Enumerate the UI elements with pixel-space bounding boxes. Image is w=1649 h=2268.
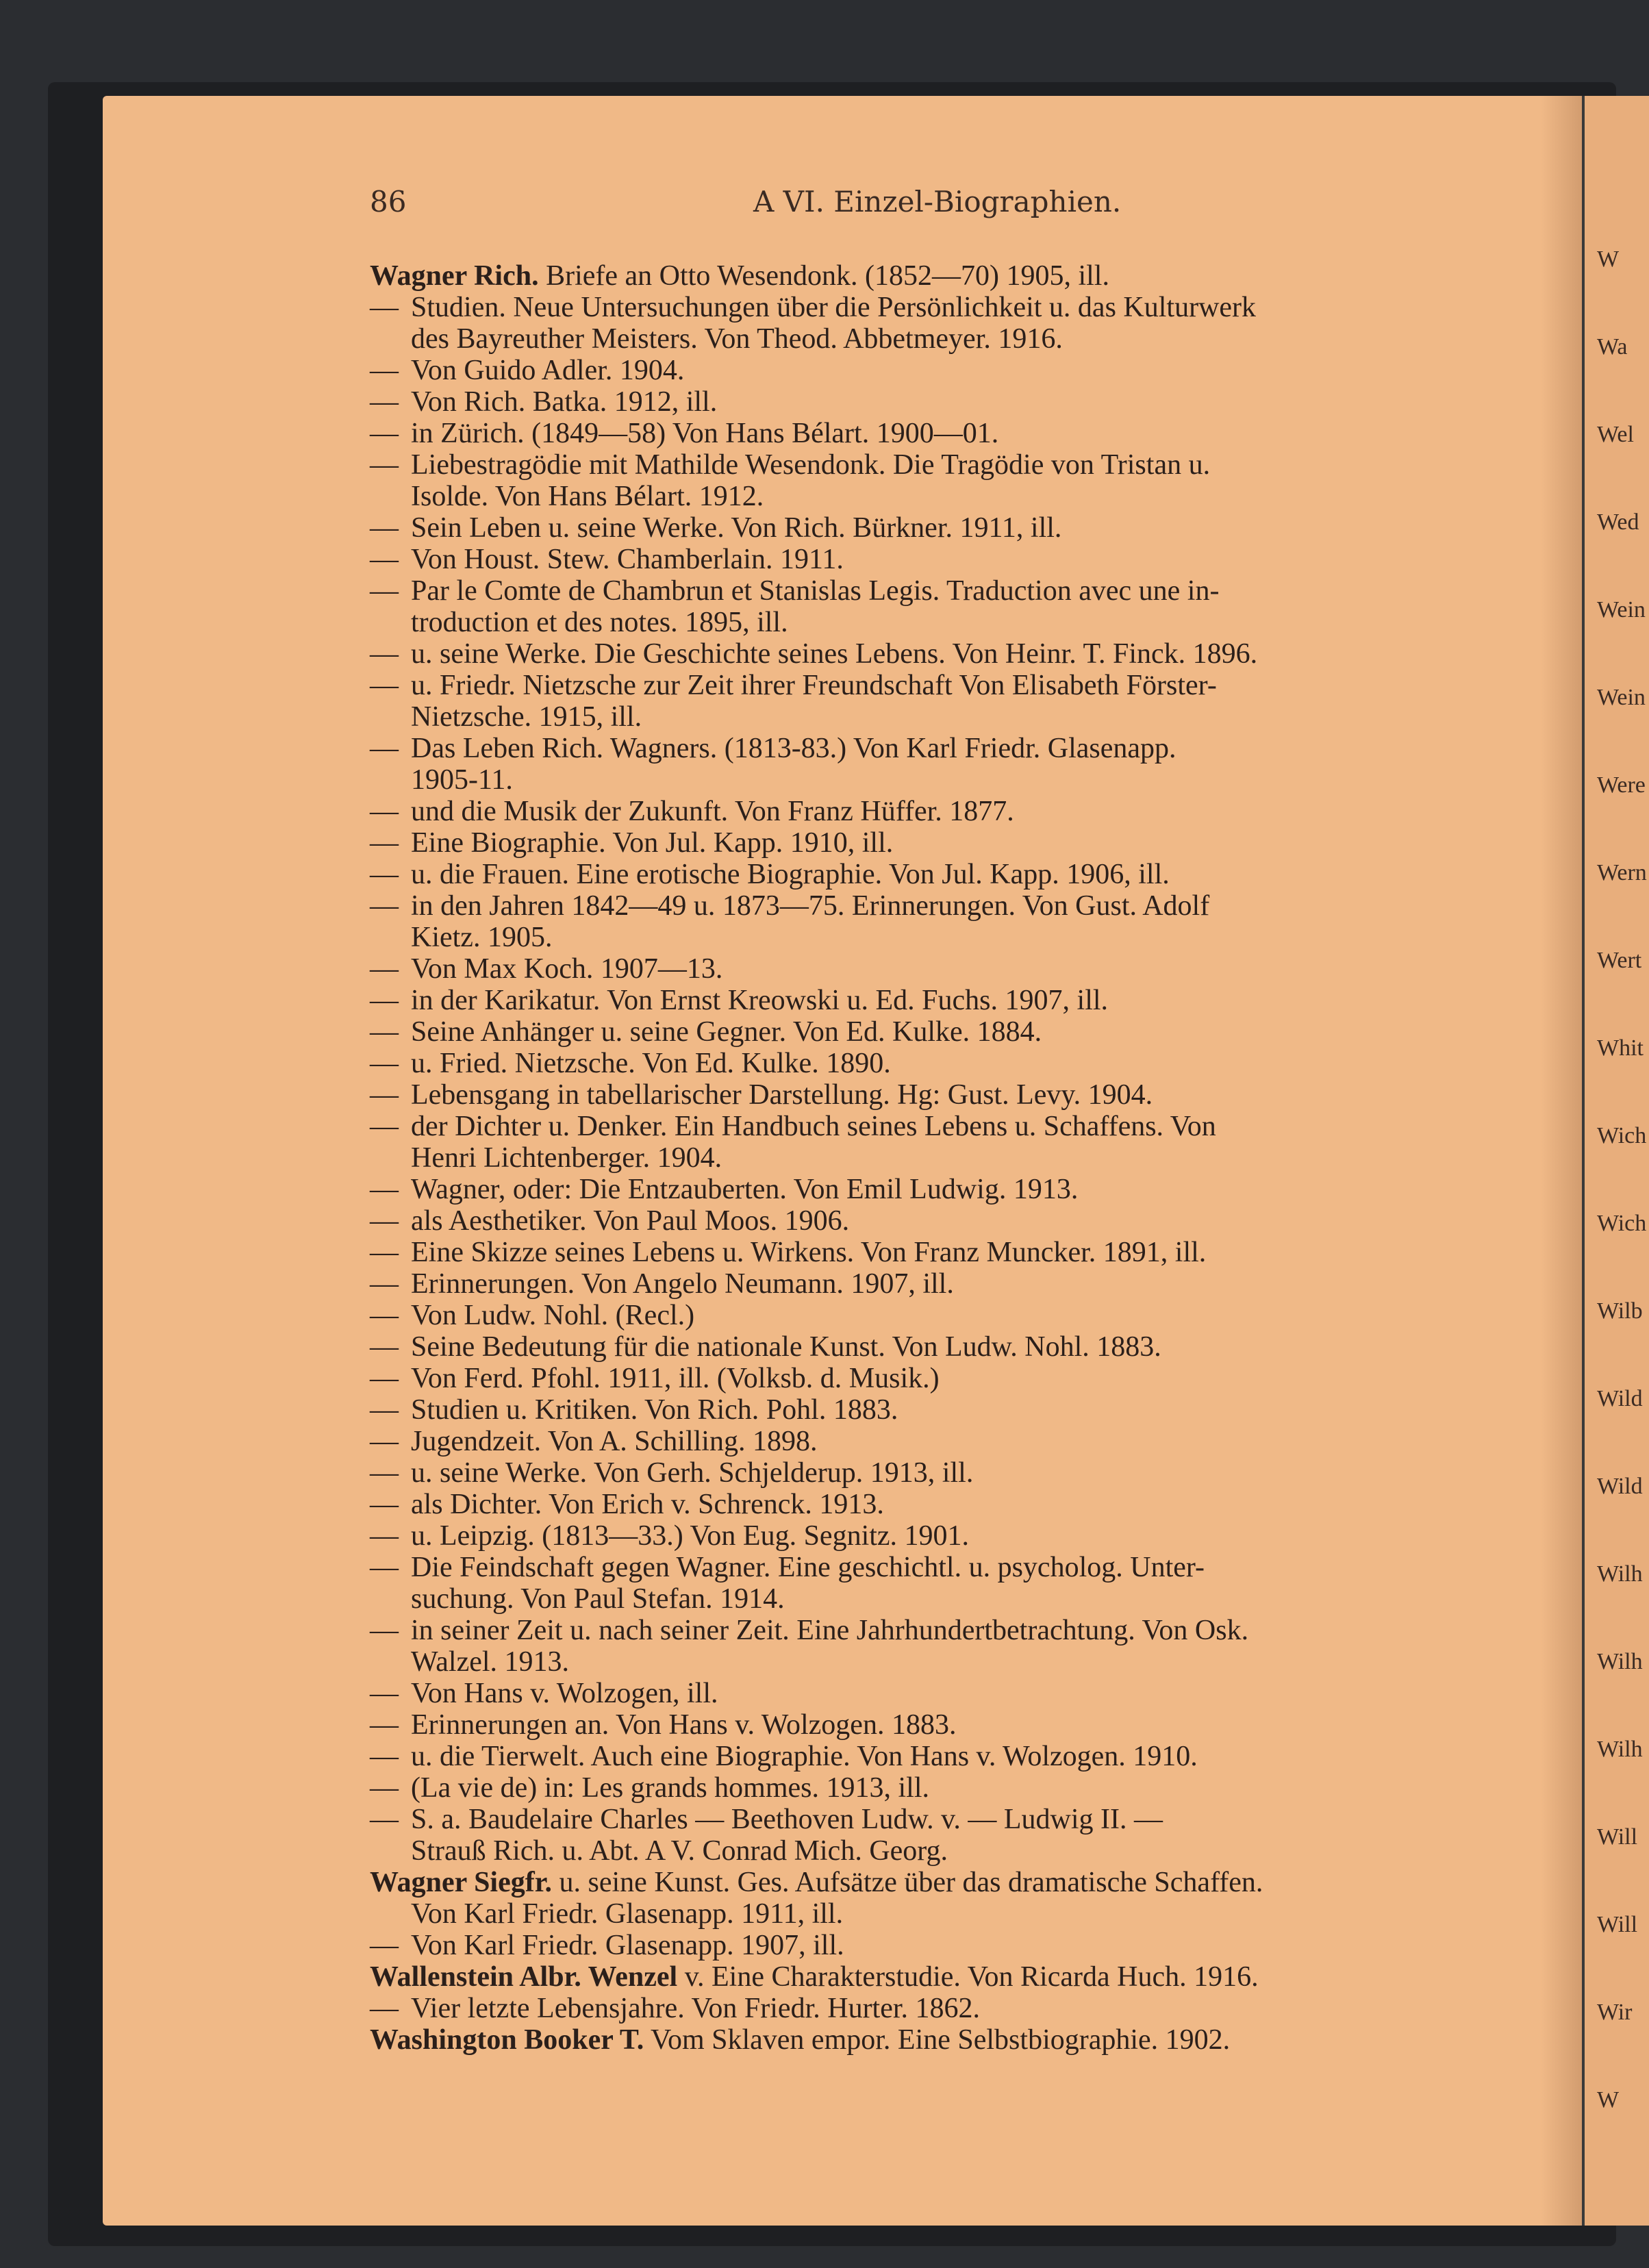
bibliography-list [370, 260, 1589, 2056]
entry-item [370, 1741, 1589, 1772]
entry-text: in Zürich. (1849—58) Von Hans Bélart. 1900—01. [411, 418, 999, 449]
entry-text: u. Friedr. Nietzsche zur Zeit ihrer Freundschaft Von Elisabeth Förster- [411, 670, 1217, 701]
facing-page-fragment: Wed [1597, 509, 1639, 535]
entry-dash: — [370, 1930, 399, 1961]
entry-item [370, 1237, 1589, 1268]
entry-text: u. seine Werke. Die Geschichte seines Lebens. Von Heinr. T. Finck. 1896. [411, 638, 1258, 670]
entry-item [370, 1268, 1589, 1300]
entry-dash: — [370, 1363, 399, 1394]
entry-dash: — [370, 418, 399, 449]
facing-page-fragment: Were [1597, 772, 1646, 798]
entry-text: Seine Bedeutung für die nationale Kunst. Von Ludw. Nohl. 1883. [411, 1331, 1161, 1363]
facing-page-fragment: Wilh [1597, 1561, 1643, 1587]
entry-text: als Dichter. Von Erich v. Schrenck. 1913. [411, 1489, 884, 1520]
facing-page-fragment: Wild [1597, 1386, 1643, 1411]
entry-dash: — [370, 1772, 399, 1804]
entry-text: als Aesthetiker. Von Paul Moos. 1906. [411, 1205, 850, 1237]
entry-text: Von Guido Adler. 1904. [411, 355, 685, 386]
entry-dash: — [370, 670, 399, 701]
entry-dash: — [370, 1268, 399, 1300]
entry-text: in der Karikatur. Von Ernst Kreowski u. Ed. Fuchs. 1907, ill. [411, 985, 1109, 1016]
entry-item [370, 953, 1589, 985]
entry-item [370, 1426, 1589, 1457]
entry-item [370, 670, 1589, 701]
entry-item [370, 1111, 1589, 1142]
running-title: A VI. Einzel-Biographien. [753, 185, 1122, 218]
entry-dash: — [370, 1709, 399, 1741]
entry-item [370, 292, 1589, 323]
entry-continuation: suchung. Von Paul Stefan. 1914. [411, 1583, 785, 1615]
entry-continuation: Henri Lichtenberger. 1904. [411, 1142, 722, 1174]
entry-text: Von Max Koch. 1907—13. [411, 953, 723, 985]
facing-page-fragment: Wein [1597, 685, 1646, 710]
entry-item [370, 796, 1589, 827]
entry-dash: — [370, 1111, 399, 1142]
entry-item [370, 890, 1589, 922]
entry-item [370, 1520, 1589, 1552]
entry-text: Seine Anhänger u. seine Gegner. Von Ed. Kulke. 1884. [411, 1016, 1042, 1048]
entry-text: Par le Comte de Chambrun et Stanislas Legis. Traduction avec une in- [411, 575, 1220, 607]
entry-text: u. Leipzig. (1813—33.) Von Eug. Segnitz. 1901. [411, 1520, 970, 1552]
entry-dash: — [370, 1205, 399, 1237]
entry-heading [370, 1867, 1589, 1898]
entry-subject: Wagner Siegfr. [370, 1867, 553, 1898]
entry-dash: — [370, 1489, 399, 1520]
entry-text: Jugendzeit. Von A. Schilling. 1898. [411, 1426, 818, 1457]
entry-continuation: Kietz. 1905. [411, 922, 553, 953]
facing-page-fragment: Wel [1597, 422, 1634, 447]
entry-dash: — [370, 1804, 399, 1835]
entry-item [370, 544, 1589, 575]
entry-text: Von Ludw. Nohl. (Recl.) [411, 1300, 695, 1331]
entry-subject: Wagner Rich. [370, 260, 539, 292]
entry-text: Von Karl Friedr. Glasenapp. 1907, ill. [411, 1930, 844, 1961]
entry-text: Wagner, oder: Die Entzauberten. Von Emil Ludwig. 1913. [411, 1174, 1079, 1205]
entry-dash: — [370, 1331, 399, 1363]
entry-dash: — [370, 1520, 399, 1552]
entry-text: Eine Biographie. Von Jul. Kapp. 1910, ill. [411, 827, 894, 859]
entry-dash: — [370, 1174, 399, 1205]
entry-dash: — [370, 1741, 399, 1772]
entry-item [370, 1552, 1589, 1583]
entry-item [370, 1394, 1589, 1426]
facing-page-fragment: W [1597, 247, 1620, 272]
entry-item [370, 512, 1589, 544]
entry-item [370, 1016, 1589, 1048]
entry-continuation: Nietzsche. 1915, ill. [411, 701, 642, 733]
entry-text: Studien u. Kritiken. Von Rich. Pohl. 1883. [411, 1394, 898, 1426]
entry-dash: — [370, 890, 399, 922]
next-page-edge [1582, 96, 1649, 2226]
entry-dash: — [370, 1048, 399, 1079]
entry-continuation: des Bayreuther Meisters. Von Theod. Abbetmeyer. 1916. [411, 323, 1063, 355]
entry-text: u. seine Kunst. Ges. Aufsätze über das dramatische Schaffen. [552, 1867, 1263, 1898]
entry-text: S. a. Baudelaire Charles — Beethoven Ludw. v. — Ludwig II. — [411, 1804, 1163, 1835]
entry-text: (La vie de) in: Les grands hommes. 1913, ill. [411, 1772, 930, 1804]
entry-item [370, 1993, 1589, 2024]
entry-dash: — [370, 1237, 399, 1268]
facing-page-fragment: Wern [1597, 860, 1647, 885]
entry-continuation: troduction et des notes. 1895, ill. [411, 607, 788, 638]
entry-text: Eine Skizze seines Lebens u. Wirkens. Von Franz Muncker. 1891, ill. [411, 1237, 1207, 1268]
entry-item [370, 733, 1589, 764]
entry-text: Studien. Neue Untersuchungen über die Persönlichkeit u. das Kulturwerk [411, 292, 1257, 323]
entry-text: Die Feindschaft gegen Wagner. Eine geschichtl. u. psycholog. Unter- [411, 1552, 1205, 1583]
facing-page-fragment: Will [1597, 1824, 1638, 1850]
entry-item [370, 418, 1589, 449]
entry-item [370, 1615, 1589, 1646]
facing-page-fragment: Will [1597, 1912, 1638, 1937]
entry-item [370, 1363, 1589, 1394]
entry-text: Das Leben Rich. Wagners. (1813-83.) Von Karl Friedr. Glasenapp. [411, 733, 1176, 764]
entry-text: Vier letzte Lebensjahre. Von Friedr. Hurter. 1862. [411, 1993, 981, 2024]
page-number: 86 [370, 185, 407, 218]
entry-item [370, 827, 1589, 859]
entry-item [370, 1930, 1589, 1961]
entry-dash: — [370, 1993, 399, 2024]
page-header [0, 185, 1649, 226]
entry-dash: — [370, 1552, 399, 1583]
entry-continuation: 1905-11. [411, 764, 513, 796]
entry-text: in den Jahren 1842—49 u. 1873—75. Erinnerungen. Von Gust. Adolf [411, 890, 1210, 922]
entry-dash: — [370, 733, 399, 764]
entry-item [370, 1804, 1589, 1835]
entry-text: Lebensgang in tabellarischer Darstellung. Hg: Gust. Levy. 1904. [411, 1079, 1153, 1111]
facing-page-fragment: Wilb [1597, 1298, 1643, 1324]
facing-page-fragment: Wilh [1597, 1649, 1643, 1674]
entry-text: Von Rich. Batka. 1912, ill. [411, 386, 718, 418]
entry-item [370, 985, 1589, 1016]
facing-page-fragment: Wert [1597, 948, 1642, 973]
entry-item [370, 1331, 1589, 1363]
facing-page-fragment: W [1597, 2087, 1620, 2113]
facing-page-fragment: Wich [1597, 1123, 1647, 1148]
entry-text: Erinnerungen. Von Angelo Neumann. 1907, ill. [411, 1268, 954, 1300]
entry-continuation: Isolde. Von Hans Bélart. 1912. [411, 481, 764, 512]
entry-dash: — [370, 1615, 399, 1646]
entry-dash: — [370, 1300, 399, 1331]
entry-item [370, 859, 1589, 890]
entry-dash: — [370, 1457, 399, 1489]
entry-text: v. Eine Charakterstudie. Von Ricarda Huch. 1916. [677, 1961, 1259, 1993]
entry-item [370, 355, 1589, 386]
facing-page-fragment: Wild [1597, 1474, 1643, 1499]
entry-text: Briefe an Otto Wesendonk. (1852—70) 1905, ill. [538, 260, 1109, 292]
entry-text: Von Ferd. Pfohl. 1911, ill. (Volksb. d. Musik.) [411, 1363, 940, 1394]
entry-dash: — [370, 1394, 399, 1426]
entry-item [370, 1678, 1589, 1709]
entry-item [370, 1772, 1589, 1804]
entry-heading [370, 260, 1589, 292]
entry-dash: — [370, 544, 399, 575]
entry-text: und die Musik der Zukunft. Von Franz Hüffer. 1877. [411, 796, 1014, 827]
entry-dash: — [370, 796, 399, 827]
entry-text: u. Fried. Nietzsche. Von Ed. Kulke. 1890. [411, 1048, 891, 1079]
entry-text: Vom Sklaven empor. Eine Selbstbiographie. 1902. [644, 2024, 1231, 2056]
entry-dash: — [370, 575, 399, 607]
entry-item [370, 638, 1589, 670]
entry-dash: — [370, 386, 399, 418]
entry-item [370, 1489, 1589, 1520]
entry-dash: — [370, 638, 399, 670]
entry-dash: — [370, 355, 399, 386]
facing-page-fragment: Wein [1597, 597, 1646, 622]
entry-dash: — [370, 1016, 399, 1048]
entry-heading [370, 1961, 1589, 1993]
facing-page-fragment: Wa [1597, 334, 1628, 360]
entry-text: Liebestragödie mit Mathilde Wesendonk. Die Tragödie von Tristan u. [411, 449, 1211, 481]
entry-text: u. die Tierwelt. Auch eine Biographie. Von Hans v. Wolzogen. 1910. [411, 1741, 1198, 1772]
entry-text: u. seine Werke. Von Gerh. Schjelderup. 1913, ill. [411, 1457, 974, 1489]
entry-item [370, 1457, 1589, 1489]
entry-dash: — [370, 449, 399, 481]
entry-dash: — [370, 1678, 399, 1709]
entry-subject: Washington Booker T. [370, 2024, 644, 2056]
entry-item [370, 1174, 1589, 1205]
entry-dash: — [370, 859, 399, 890]
entry-text: Erinnerungen an. Von Hans v. Wolzogen. 1883. [411, 1709, 957, 1741]
entry-dash: — [370, 292, 399, 323]
entry-item [370, 575, 1589, 607]
entry-dash: — [370, 512, 399, 544]
entry-text: u. die Frauen. Eine erotische Biographie. Von Jul. Kapp. 1906, ill. [411, 859, 1170, 890]
facing-page-fragment: Wich [1597, 1211, 1647, 1236]
entry-item [370, 1300, 1589, 1331]
entry-text: der Dichter u. Denker. Ein Handbuch seines Lebens u. Schaffens. Von [411, 1111, 1216, 1142]
entry-continuation: Strauß Rich. u. Abt. A V. Conrad Mich. Georg. [411, 1835, 948, 1867]
entry-item [370, 1709, 1589, 1741]
entry-text: Sein Leben u. seine Werke. Von Rich. Bürkner. 1911, ill. [411, 512, 1062, 544]
entry-continuation: Walzel. 1913. [411, 1646, 570, 1678]
entry-item [370, 386, 1589, 418]
entry-dash: — [370, 827, 399, 859]
entry-heading [370, 2024, 1589, 2056]
entry-text: Von Houst. Stew. Chamberlain. 1911. [411, 544, 844, 575]
entry-text: Von Hans v. Wolzogen, ill. [411, 1678, 718, 1709]
facing-page-fragment: Whit [1597, 1035, 1644, 1061]
entry-continuation: Von Karl Friedr. Glasenapp. 1911, ill. [411, 1898, 844, 1930]
entry-dash: — [370, 985, 399, 1016]
entry-item [370, 1079, 1589, 1111]
entry-subject: Wallenstein Albr. Wenzel [370, 1961, 678, 1993]
entry-item [370, 1205, 1589, 1237]
facing-page-fragment: Wir [1597, 2000, 1633, 2025]
entry-item [370, 1048, 1589, 1079]
entry-dash: — [370, 953, 399, 985]
entry-dash: — [370, 1079, 399, 1111]
entry-item [370, 449, 1589, 481]
entry-text: in seiner Zeit u. nach seiner Zeit. Eine Jahrhundertbetrachtung. Von Osk. [411, 1615, 1249, 1646]
facing-page-fragment: Wilh [1597, 1737, 1643, 1762]
entry-dash: — [370, 1426, 399, 1457]
